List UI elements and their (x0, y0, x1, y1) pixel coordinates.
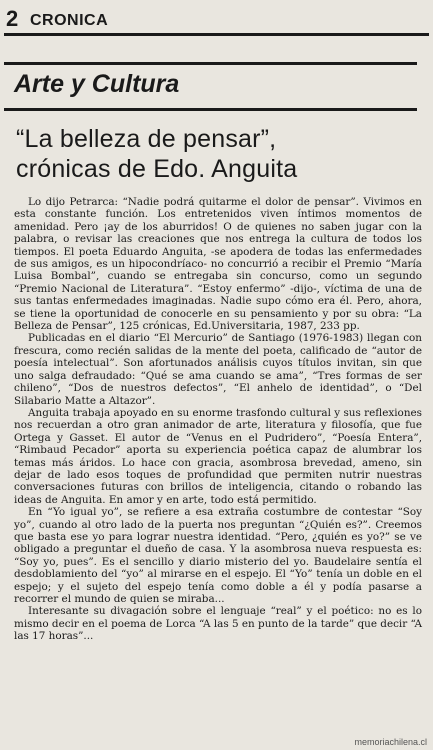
article-headline (16, 124, 416, 184)
headline-line: crónicas de Edo. Anguita (16, 155, 298, 183)
paragraph: Publicadas en el diario “El Mercurio” de Santiago (1976-1983) llegan con frescura, como recién salidas de la mente del poeta, calificado de “autor de poesía intelectual”. Son afortunados análisis cuyos títulos invitan, sin que uno salga defraudado: “Qué se ama cuando se ama”, “Tres formas de ser chileno”, “Dos de nuestros defectos”, “El anhelo de identidad”, o “Del Silabario Matte a Altazor”. (14, 332, 422, 407)
paragraph: Anguita trabaja apoyado en su enorme trasfondo cultural y sus reflexiones nos recuerdan a otro gran animador de arte, literatura y filosofía, que fue Ortega y Gasset. El autor de “Venus en el Pudridero”, “Poesía Entera”, “Rimbaud Pecador” aporta su experiencia poética capaz de alumbrar los temas más áridos. Lo hace con gracia, asombrosa brevedad, ameno, sin dejar de lado esos toques de profundidad que permiten nutrir nuestras conversaciones futuras con brillos de inteligencia, citando o robando las ideas de Anguita. En amor y en arte, todo está permitido. (14, 406, 422, 506)
paragraph: Interesante su divagación sobre el lenguaje “real” y el poético: no es lo mismo decir en el poema de Lorca “A las 5 en punto de la tarde” que decir “A las 17 horas”... (14, 605, 422, 643)
page-number: 2 (6, 6, 19, 31)
paragraph: En “Yo igual yo”, se refiere a esa extraña costumbre de contestar “Soy yo”, cuando al otro lado de la puerta nos preguntan “¿Quién es?”. Creemos que basta ese yo para lograr nuestra identidad. “Pero, ¿quién es yo?” se ve obligado a preguntar el dueño de casa. Y la asombrosa nueva respuesta es: “Soy yo, pues”. Es el sencillo y diario misterio del yo. Baudelaire sentía el desdoblamiento del “yo” al mirarse en el espejo. El “Yo” tenía un doble en el espejo; y el sujeto del espejo tenía como doble a él y podía pasarse a recorrer el mundo de quien se miraba... (14, 506, 422, 605)
header-rule (4, 33, 429, 36)
paragraph: Lo dijo Petrarca: “Nadie podrá quitarme el dolor de pensar”. Vivimos en esta constante función. Los entretenidos viven íntimos momentos de amenidad. Pero ¡ay de los aburridos! O de quienes no saben jugar con la palabra, o revisar las creaciones que nos entrega la cultura de todos los tiempos. El poeta Eduardo Anguita, -se apodera de todas las enfermedades de sus amigos, es un hipocondríaco- no concurrió a recibir el Premio “María Luisa Bombal”, cuando se entregaba sin concurso, como un segundo “Premio Nacional de Literatura”. “Estoy enfermo” -dijo-, víctima de una de sus tantas enfermedades imaginadas. Nadie supo cómo era él. Pero, ahora, se tiene la oportunidad de conocerle en su pensamiento y por su obra: “La Belleza de Pensar”, 125 crónicas, Ed.Universitaria, 1987, 233 pp. (14, 196, 422, 333)
page-header (0, 0, 433, 34)
section-name: CRONICA (30, 12, 109, 29)
footer-credit: memoriachilena.cl (354, 737, 427, 747)
headline-line: “La belleza de pensar”, (16, 125, 277, 153)
section-title: Arte y Cultura (14, 70, 180, 98)
article-body (14, 196, 422, 643)
